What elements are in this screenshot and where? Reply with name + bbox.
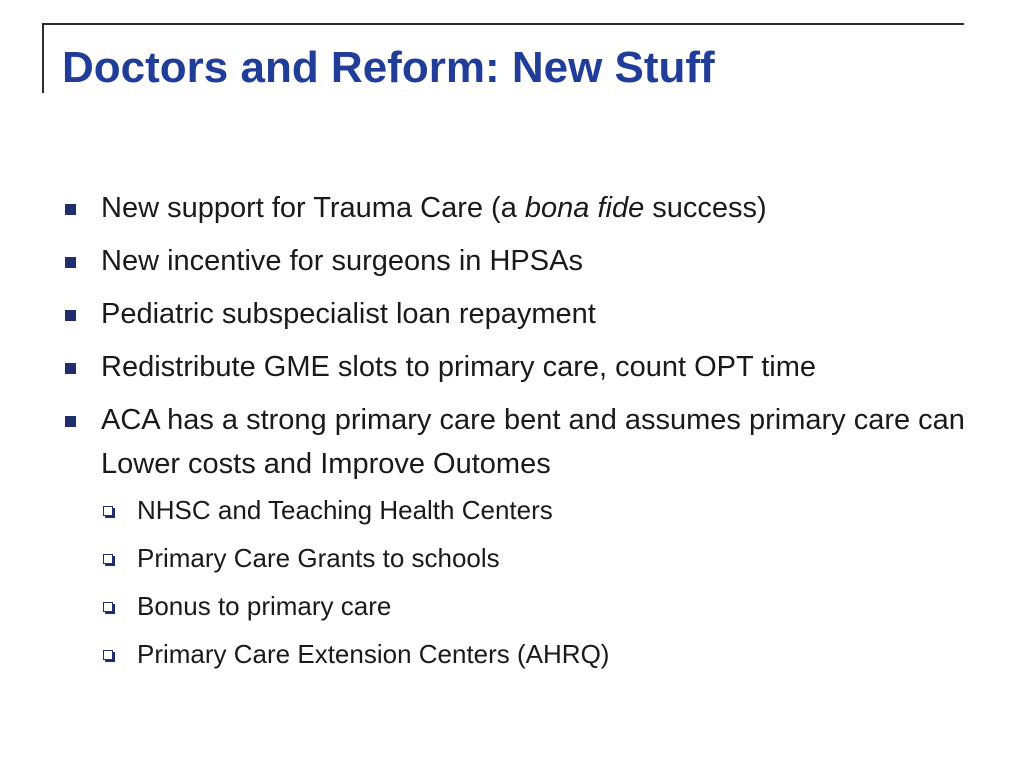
- square-bullet-icon: [65, 363, 76, 374]
- title-frame-left-rule: [42, 23, 44, 93]
- hollow-square-bullet-icon: [103, 602, 113, 612]
- sub-bullet-text: Primary Care Extension Centers (AHRQ): [137, 639, 610, 669]
- bullet-text-part: New support for Trauma Care (a: [101, 192, 525, 224]
- bullet-text: New incentive for surgeons in HPSAs: [101, 245, 583, 277]
- sub-bullet-item: [0, 490, 1024, 530]
- bullet-text: Pediatric subspecialist loan repayment: [101, 298, 596, 330]
- bullet-text-part: success): [644, 192, 767, 224]
- bullet-item-loan-repayment: [0, 292, 1024, 336]
- bullet-text: Redistribute GME slots to primary care, count OPT time: [101, 351, 817, 383]
- bullet-item-aca-primary-care: [0, 398, 1024, 486]
- hollow-square-bullet-icon: [103, 554, 113, 564]
- slide-title: Doctors and Reform: New Stuff: [62, 43, 715, 92]
- sub-bullet-text: Bonus to primary care: [137, 591, 392, 621]
- sub-bullet-item: [0, 586, 1024, 626]
- bullet-item-trauma-care: [0, 186, 1024, 230]
- sub-bullet-item: [0, 634, 1024, 674]
- slide-body: [0, 186, 1024, 682]
- square-bullet-icon: [65, 310, 76, 321]
- sub-bullet-text: Primary Care Grants to schools: [137, 543, 500, 573]
- hollow-square-bullet-icon: [103, 506, 113, 516]
- square-bullet-icon: [65, 257, 76, 268]
- hollow-square-bullet-icon: [103, 650, 113, 660]
- title-frame-top-rule: [42, 23, 964, 25]
- bullet-text: ACA has a strong primary care bent and assumes primary care can Lower costs and Improve Outomes: [101, 404, 965, 480]
- sub-bullet-item: [0, 538, 1024, 578]
- square-bullet-icon: [65, 416, 76, 427]
- sub-bullet-list: [0, 490, 1024, 674]
- sub-bullet-text: NHSC and Teaching Health Centers: [137, 495, 553, 525]
- square-bullet-icon: [65, 204, 76, 215]
- bullet-item-surgeon-incentive: [0, 239, 1024, 283]
- bullet-item-gme-slots: [0, 345, 1024, 389]
- bullet-text-emphasis: bona fide: [524, 192, 645, 224]
